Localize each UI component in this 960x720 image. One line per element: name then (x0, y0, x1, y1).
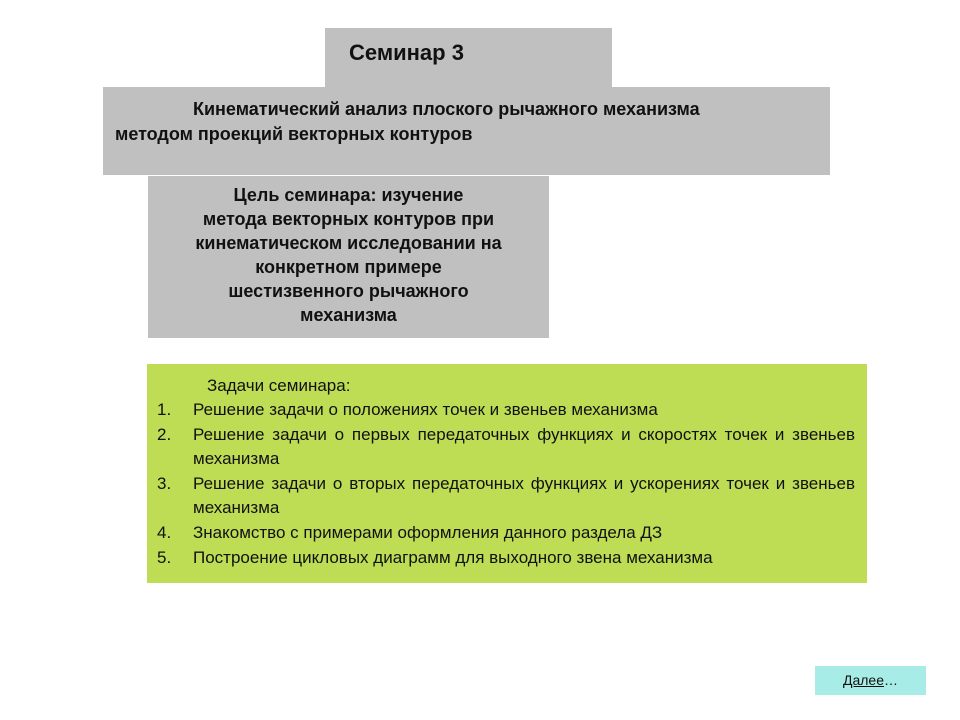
task-text: Построение цикловых диаграмм для выходного звена механизма (193, 548, 713, 567)
goal-line-5: шестизвенного рычажного (228, 281, 469, 301)
tasks-heading: Задачи семинара: (207, 376, 351, 395)
tasks-list (157, 398, 855, 570)
next-ellipsis: … (884, 672, 898, 688)
task-number: 5. (157, 548, 172, 567)
goal-line-2: метода векторных контуров при (202, 209, 495, 229)
task-text: Решение задачи о первых передаточных функциях и скоростях точек и звеньев механизма (193, 425, 855, 468)
title-box (325, 28, 612, 88)
task-item-5 (157, 546, 855, 570)
task-item-4 (157, 521, 855, 545)
subtitle-box (103, 87, 830, 175)
goal-line-6: механизма (300, 305, 397, 325)
task-number: 1. (157, 400, 172, 419)
task-number: 4. (157, 523, 172, 542)
goal-line-3: кинематическом исследовании на (195, 233, 502, 253)
tasks-box (147, 364, 867, 583)
task-text: Решение задачи о положениях точек и звеньев механизма (193, 400, 658, 419)
task-text: Знакомство с примерами оформления данного раздела ДЗ (193, 523, 663, 542)
task-text: Решение задачи о вторых передаточных функциях и ускорениях точек и звеньев механизма (193, 474, 855, 517)
goal-box (148, 176, 549, 338)
goal-line-1: Цель семинара: изучение (233, 185, 464, 205)
task-item-3 (157, 472, 855, 520)
next-button[interactable] (815, 666, 926, 695)
slide-title: Семинар 3 (349, 40, 464, 65)
task-number: 3. (157, 474, 172, 493)
task-item-1 (157, 398, 855, 422)
subtitle-line-2: методом проекций векторных контуров (115, 124, 473, 144)
task-number: 2. (157, 425, 172, 444)
subtitle-line-1: Кинематический анализ плоского рычажного механизма (193, 99, 700, 119)
task-item-2 (157, 423, 855, 471)
goal-line-4: конкретном примере (255, 257, 442, 277)
next-link[interactable]: Далее (842, 672, 884, 688)
